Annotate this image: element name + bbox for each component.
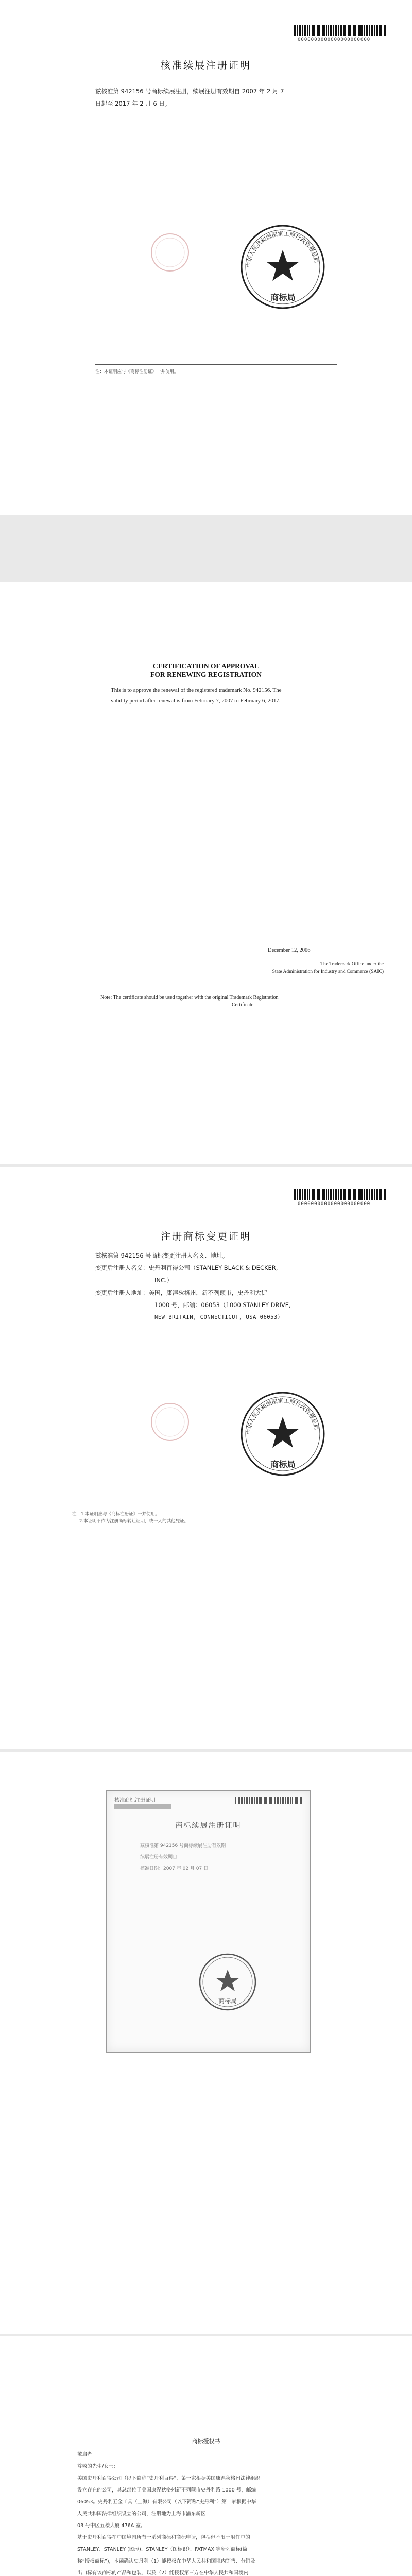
paragraph-line: STANLEY、STANLEY (图形)、STANLEY（图标识）、FATMAX 等所列商标(简 (77, 2547, 248, 2552)
english-title-line-1: CERTIFICATION OF APPROVAL (152, 662, 260, 670)
official-seal (197, 1951, 259, 2013)
name-label: 变更后注册人名义： (95, 1264, 149, 1272)
barcode-number: 0000000000000000000000 (298, 1201, 371, 1207)
name-value-2: INC.） (154, 1277, 173, 1284)
copy-line-2: 续展注册有效期自 (140, 1855, 178, 1860)
seal-label: 商标局 (218, 1997, 237, 2005)
address-line-2: 1000 号，邮编：06053（1000 STANLEY DRIVE, (154, 1301, 291, 1309)
barcode (294, 1189, 386, 1200)
address-line-1: 美国，康涅狄格州，新不列颠市，史丹利大街 (148, 1289, 267, 1296)
address-line-3: NEW BRITAIN, CONNECTICUT, USA 06053） (154, 1314, 283, 1320)
page-title: 注册商标变更证明 (160, 1231, 251, 1242)
copy-body (140, 1840, 226, 1874)
footnotes (72, 1511, 188, 1525)
barcode (294, 25, 386, 36)
photocopied-certificate (106, 1790, 311, 2053)
footnote: 注：本证明应与《商标注册证》一并使用。 (95, 369, 179, 375)
seal-label: 商标局 (270, 1460, 296, 1469)
english-body-line-1: This is to approve the renewal of the registered trademark No. 942156. The (111, 687, 282, 693)
paragraph-line: 称“授权商标”)，本函确认史丹利（1）能授权在中华人民共和国境内销售、分销及 (77, 2558, 255, 2564)
official-seal (238, 1388, 328, 1479)
english-note-line-1: Note: The certificate should be used together with the original Trademark Registration (100, 995, 279, 1001)
faint-stamp (149, 1401, 191, 1443)
salutation: 尊敬的先生/女士： (77, 2464, 118, 2469)
greeting: 敬启者 (77, 2452, 92, 2458)
barcode-number: 0000000000000000000000 (298, 37, 371, 42)
issuing-office-line-2: State Administration for Industry and Commerce (SAIC) (272, 969, 384, 974)
footnote-2: 2.本证明不作为注册商标转让证明，或一人的其他凭证。 (79, 1519, 189, 1524)
faint-stamp (149, 232, 191, 273)
body-text (95, 85, 363, 110)
document-page-3 (0, 1167, 412, 1749)
english-body-line-2: validity period after renewal is from February 7, 2007 to February 6, 2017. (111, 698, 281, 704)
barcode (235, 1797, 302, 1804)
header-small: 核准商标注册证明 (114, 1798, 156, 1803)
body-line-2: 日起至 2017 年 2 月 6 日。 (95, 100, 171, 107)
page-title: 商标续展注册证明 (175, 1822, 242, 1830)
issuing-office (242, 961, 384, 975)
redacted-bar (114, 1804, 171, 1809)
body-line-1: 兹核准第 942156 号商标续展注册，续展注册有效期自 2007 年 2 月 7 (95, 88, 284, 95)
paragraph-line: 人民共和国法律组织设立的公司，注册地为上海市浦东新区 (77, 2511, 206, 2517)
divider (95, 364, 337, 365)
name-value: 史丹利百得公司（STANLEY BLACK & DECKER, (148, 1264, 278, 1272)
seal-label: 商标局 (270, 293, 296, 302)
paragraph-line: 设立存在的公司，其总部位于美国康涅狄格州新不列颠市史丹利路 1000 号，邮编 (77, 2487, 256, 2493)
english-title-line-2: FOR RENEWING REGISTRATION (150, 671, 262, 679)
paragraph-line: 基于史丹利百得在中国境内所有一系列商标和商标申请，包括但不限于附件中的 (77, 2535, 250, 2540)
page-title: 商标授权书 (192, 2438, 220, 2445)
document-page-1 (0, 0, 412, 515)
english-body (111, 685, 379, 706)
change-details (95, 1249, 373, 1324)
letter-body (77, 2449, 345, 2576)
copy-line-1: 兹核准第 942156 号商标续展注册有效期 (140, 1843, 226, 1849)
address-label: 变更后注册人地址： (95, 1289, 149, 1296)
paragraph-line: 03 号中区五楼大厦 476A 室。 (77, 2523, 146, 2529)
seal-text: 中华人民共和国国家工商行政管理总局 (245, 1397, 320, 1435)
document-page-4 (0, 1752, 412, 2334)
document-page-2 (0, 582, 412, 1164)
paragraph-line: 06053。史丹利五金工具（上海）有限公司（以下简称“史丹利”）第一家根据中华 (77, 2499, 256, 2505)
document-page-5 (0, 2336, 412, 2576)
change-line-1: 兹核准第 942156 号商标变更注册人名义、地址。 (95, 1252, 229, 1259)
english-note-line-2: Certificate. (232, 1002, 255, 1008)
official-seal (238, 222, 328, 312)
english-note (100, 994, 389, 1009)
seal-text: 中华人民共和国国家工商行政管理总局 (245, 230, 320, 268)
issuing-office-line-1: The Trademark Office under the (320, 962, 384, 967)
paragraph-line: 出口标有该商标的产品和包装、以及（2）能授权第三方在中华人民共和国境内 (77, 2570, 249, 2576)
copy-line-3: 核准日期：2007 年 02 月 07 日 (140, 1866, 209, 1871)
issue-date: December 12, 2006 (268, 947, 311, 953)
paragraph-line: 美国史丹利百得公司（以下简称“史丹利百得”，第一家根据美国康涅狄格州法律组织 (77, 2476, 261, 2481)
page-title: 核准续展注册证明 (160, 60, 251, 71)
footnote-1: 注：1.本证明应与《商标注册证》一并使用。 (72, 1512, 160, 1517)
